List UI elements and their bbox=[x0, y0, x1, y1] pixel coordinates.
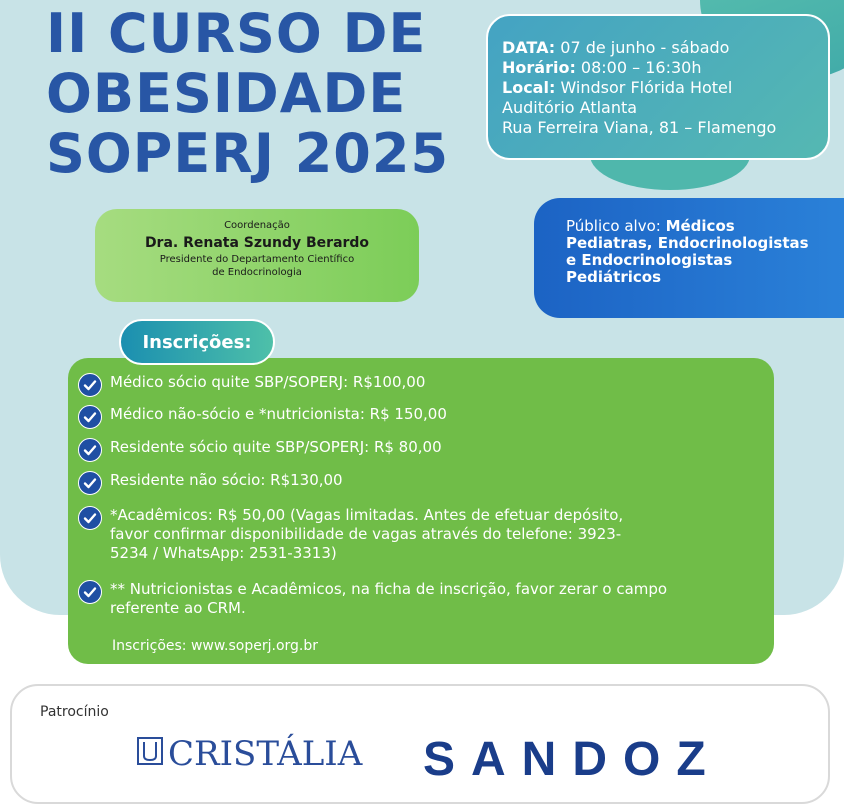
event-title bbox=[46, 4, 449, 184]
check-circle-icon bbox=[78, 471, 102, 495]
registration-item-text: Residente não sócio: R$130,00 bbox=[110, 471, 343, 489]
audience-line-4: Pediátricos bbox=[566, 268, 662, 286]
date-row bbox=[502, 38, 828, 58]
event-info-box bbox=[486, 14, 830, 160]
coordination-box bbox=[95, 209, 419, 302]
sandoz-logo: SANDOZ bbox=[423, 733, 722, 786]
place-row bbox=[502, 78, 828, 98]
list-item bbox=[78, 438, 718, 462]
time-value: 08:00 – 16:30h bbox=[575, 58, 702, 77]
sponsors-label: Patrocínio bbox=[40, 704, 109, 720]
registration-item-text: Médico não-sócio e *nutricionista: R$ 150,00 bbox=[110, 405, 447, 423]
registrations-heading: Inscrições: bbox=[119, 319, 275, 365]
list-item bbox=[78, 405, 718, 429]
date-value: 07 de junho - sábado bbox=[555, 38, 730, 57]
target-audience-box bbox=[534, 198, 844, 318]
registration-url: Inscrições: www.soperj.org.br bbox=[112, 638, 319, 654]
audience-line-2: Pediatras, Endocrinologistas bbox=[566, 234, 809, 252]
audience-medicos: Médicos bbox=[665, 217, 735, 235]
date-label: DATA: bbox=[502, 38, 556, 57]
audience-line-1 bbox=[566, 218, 834, 235]
check-circle-icon bbox=[78, 438, 102, 462]
title-line-3: SOPERJ 2025 bbox=[46, 122, 450, 185]
registration-item-text: Médico sócio quite SBP/SOPERJ: R$100,00 bbox=[110, 373, 426, 391]
coordinator-name: Dra. Renata Szundy Berardo bbox=[144, 235, 370, 251]
list-item bbox=[78, 373, 718, 397]
coordination-label: Coordenação bbox=[224, 220, 290, 231]
registration-item-text: Residente sócio quite SBP/SOPERJ: R$ 80,00 bbox=[110, 438, 442, 456]
cristalia-logo-icon bbox=[136, 736, 164, 768]
coordinator-role-line-2: de Endocrinologia bbox=[212, 267, 302, 278]
registration-item-text: ** Nutricionistas e Acadêmicos, na ficha de inscrição, favor zerar o campo referente ao CRM. bbox=[110, 580, 668, 617]
check-circle-icon bbox=[78, 580, 102, 604]
place-label: Local: bbox=[502, 78, 556, 97]
audience-prefix: Público alvo: bbox=[566, 217, 666, 235]
title-line-1: II CURSO DE bbox=[46, 2, 427, 65]
check-circle-icon bbox=[78, 506, 102, 530]
cristalia-logo-text: CRISTÁLIA bbox=[168, 734, 363, 774]
time-label: Horário: bbox=[502, 58, 576, 77]
address-text: Rua Ferreira Viana, 81 – Flamengo bbox=[502, 118, 777, 137]
time-row bbox=[502, 58, 828, 78]
list-item bbox=[78, 471, 718, 495]
list-item bbox=[78, 580, 698, 618]
registration-item-text: *Acadêmicos: R$ 50,00 (Vagas limitadas. Antes de efetuar depósito, favor confirmar disponibilidade de vagas através do telefone: 3923-5234 / WhatsApp: 2531-3313) bbox=[110, 506, 624, 562]
audience-line-3: e Endocrinologistas bbox=[566, 251, 733, 269]
place-value: Windsor Flórida Hotel bbox=[555, 78, 733, 97]
venue-text: Auditório Atlanta bbox=[502, 98, 638, 117]
check-circle-icon bbox=[78, 405, 102, 429]
list-item bbox=[78, 506, 638, 563]
cristalia-logo bbox=[136, 734, 362, 774]
coordinator-role-line-1: Presidente do Departamento Científico bbox=[159, 254, 355, 265]
title-line-2: OBESIDADE bbox=[46, 62, 407, 125]
check-circle-icon bbox=[78, 373, 102, 397]
